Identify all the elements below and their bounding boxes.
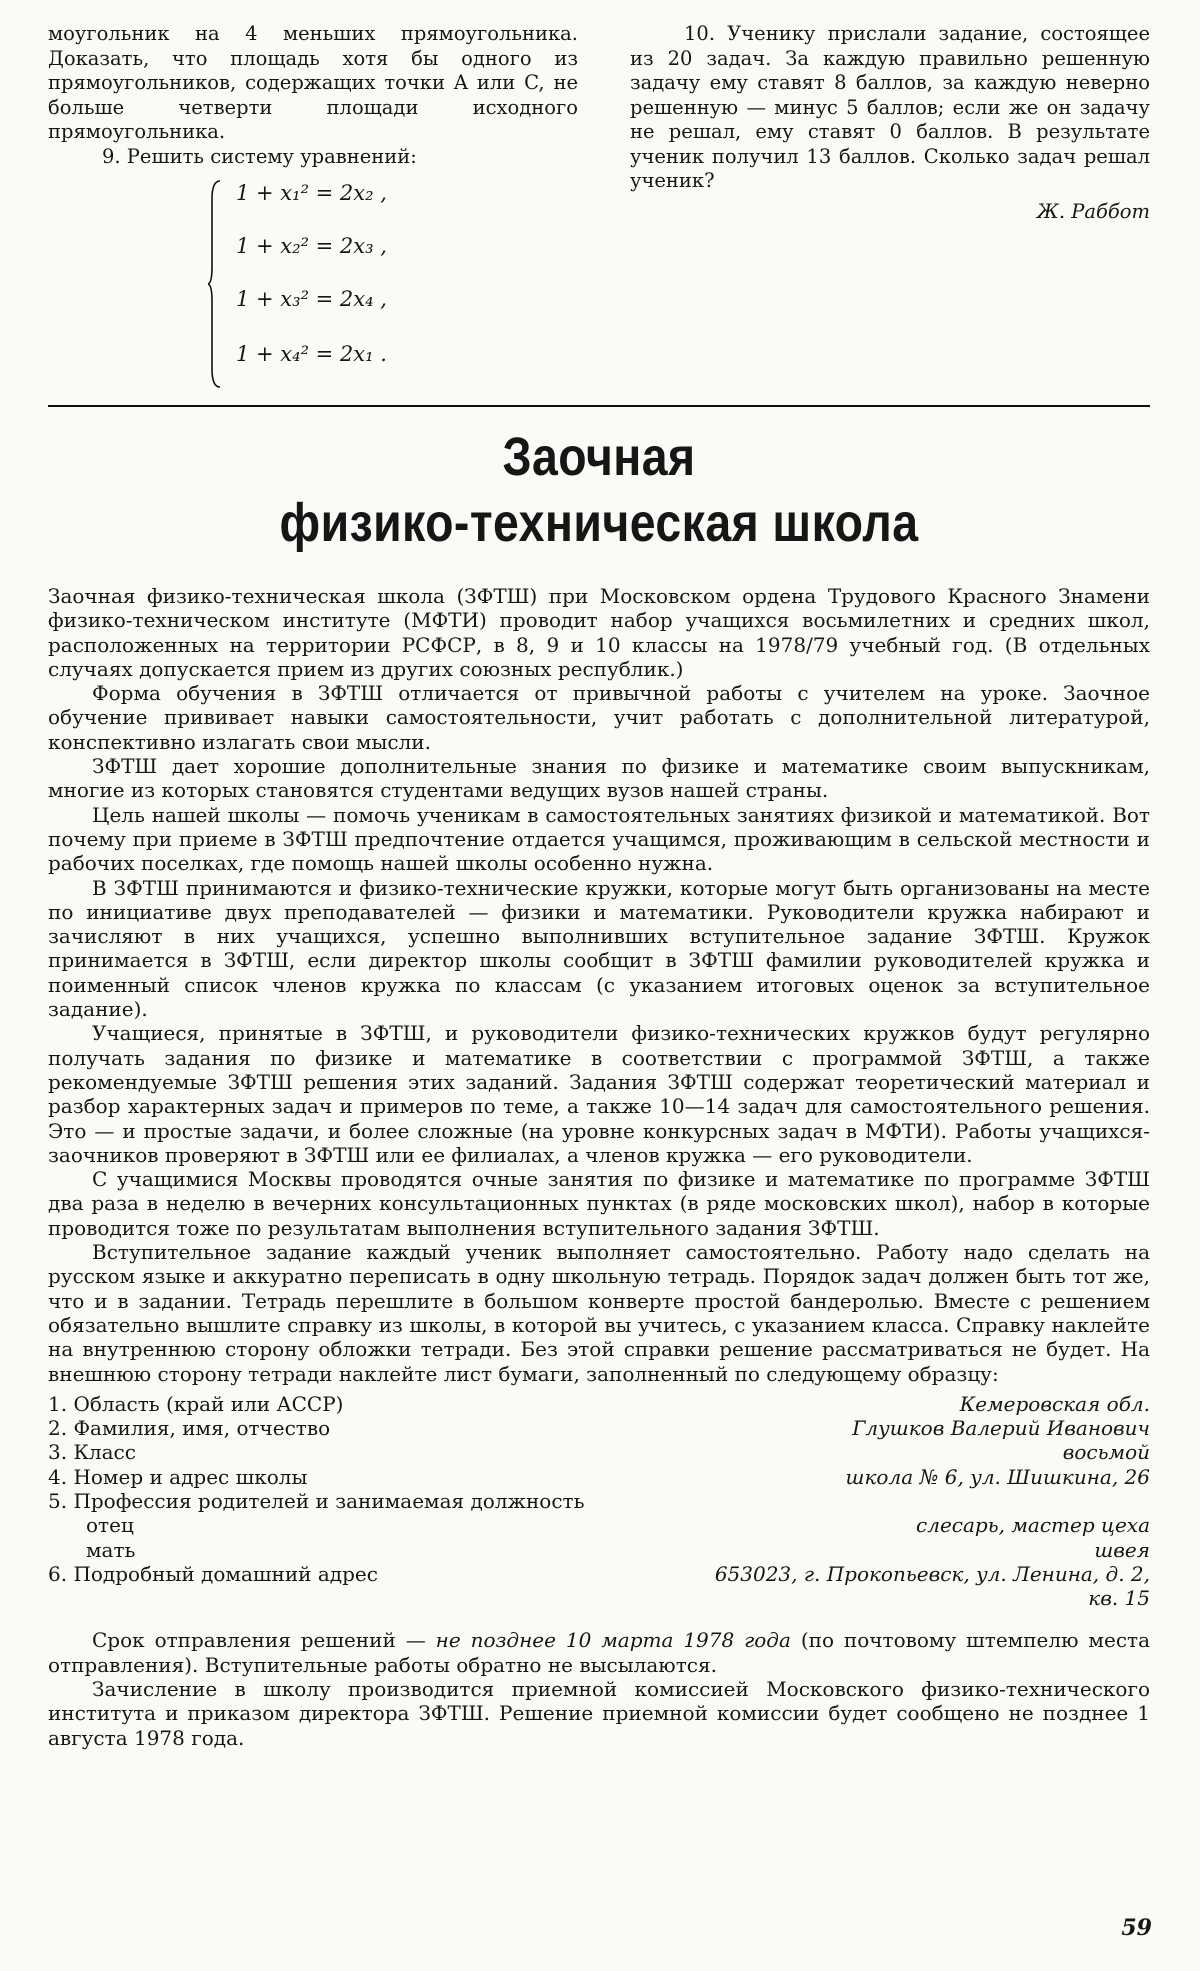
deadline-intro: Срок отправления решений —: [92, 1628, 436, 1653]
form-row: [48, 1465, 1150, 1489]
equation-system: [208, 179, 578, 389]
form-row: [48, 1562, 1150, 1586]
deadline-date: не позднее 10 марта 1978 года: [435, 1628, 791, 1653]
paragraph: Вступительное задание каждый ученик выполняет самостоятельно. Работу надо сделать на русском языке и аккуратно переписать в одну школьную тетрадь. Порядок задач должен быть тот же, что и в задании. Тетрадь перешлите в большом конверте простой бандеролью. Вместе с решением обязательно вышлите справку из школы, в которой вы учитесь, с указанием класса. Справку наклейте на внутреннюю сторону обложки тетради. Без этой справки решение рассматриваться не будет. На внешнюю сторону тетради наклейте лист бумаги, заполненный по следующему образцу:: [48, 1240, 1150, 1386]
top-columns: [48, 22, 1150, 392]
left-column: [48, 22, 578, 392]
form-value: швея: [1094, 1537, 1150, 1562]
problem-8-tail: моугольник на 4 меньших прямоугольника. Доказать, что площадь хотя бы одного из прямоугольников, содержащих точки A или C, не больше четверти площади исходного прямоугольника.: [48, 22, 578, 143]
paragraph: Зачисление в школу производится приемной комиссией Московского физико-технического института и приказом директора ЗФТШ. Решение приемной комиссии будет сообщено не позднее 1 августа 1978 года.: [48, 1677, 1150, 1750]
form-label: 3. Класс: [48, 1440, 136, 1465]
form-label: 5. Профессия родителей и занимаемая должность: [48, 1488, 585, 1513]
article-title: [125, 424, 1073, 556]
form-row: [48, 1513, 1150, 1537]
paragraph: ЗФТШ дает хорошие дополнительные знания по физике и математике своим выпускникам, многие из которых становятся студентами ведущих вузов нашей страны.: [48, 754, 1150, 803]
form-value: слесарь, мастер цеха: [916, 1513, 1150, 1538]
page: [48, 22, 1151, 1750]
form-label: отец: [86, 1513, 134, 1538]
equation-3: 1 + x₃² = 2x₄ ,: [236, 287, 387, 311]
title-line-2: физико-техническая школа: [279, 493, 919, 553]
article-body: [48, 584, 1150, 1750]
form-value: 653023, г. Прокопьевск, ул. Ленина, д. 2,: [714, 1561, 1150, 1586]
equation-1: 1 + x₁² = 2x₂ ,: [236, 181, 387, 205]
equation-2: 1 + x₂² = 2x₃ ,: [236, 234, 387, 258]
form-value: Кемеровская обл.: [959, 1391, 1150, 1416]
right-column: [630, 22, 1150, 392]
form-row: [48, 1392, 1150, 1416]
title-line-1: Заочная: [502, 427, 696, 487]
paragraph: Заочная физико-техническая школа (ЗФТШ) при Московском ордена Трудового Красного Знамени физико-техническом институте (МФТИ) проводит набор учащихся восьмилетних и средних школ, расположенных на территории РСФСР, в 8, 9 и 10 классы на 1978/79 учебный год. (В отдельных случаях допускается прием из других союзных республик.): [48, 584, 1150, 681]
problem-9-heading: 9. Решить систему уравнений:: [102, 144, 417, 168]
problem-10: 10. Ученику прислали задание, состоящее из 20 задач. За каждую правильно решенную задачу ему ставят 8 баллов, за каждую неверно решенную — минус 5 баллов; если же он задачу не решал, ему ставят 0 баллов. В результате ученик получил 13 баллов. Сколько задач решал ученик?: [630, 22, 1150, 192]
form-row: [48, 1440, 1150, 1464]
deadline-note: (по почтовому штемпелю места отправления). Вступительные работы обратно не высылаются.: [48, 1628, 1151, 1677]
form-label: мать: [86, 1537, 136, 1562]
brace-icon: [208, 179, 222, 389]
paragraph: Форма обучения в ЗФТШ отличается от привычной работы с учителем на уроке. Заочное обучение прививает навыки самостоятельности, учит работать с дополнительной литературой, конспективно излагать свои мысли.: [48, 681, 1150, 754]
form-label: 6. Подробный домашний адрес: [48, 1561, 378, 1586]
paragraph: В ЗФТШ принимаются и физико-технические кружки, которые могут быть организованы на месте по инициативе двух преподавателей — физики и математики. Руководители кружка набирают и зачисляют в них учащихся, успешно выполнивших вступительное задание ЗФТШ. Кружок принимается в ЗФТШ, если директор школы сообщит в ЗФТШ фамилии руководителей кружка и поименный список членов кружка по классам (с указанием итоговых оценок за вступительное задание).: [48, 875, 1150, 1022]
equation-4: 1 + x₄² = 2x₁ .: [236, 342, 387, 366]
form-value: Глушков Валерий Иванович: [852, 1416, 1150, 1441]
paragraph: Учащиеся, принятые в ЗФТШ, и руководители физико-технических кружков будут регулярно получать задания по физике и математике в соответствии с программой ЗФТШ, а также рекомендуемые ЗФТШ решения этих заданий. Задания ЗФТШ содержат теоретический материал и разбор характерных задач и примеров по теме, а также 10—14 задач для самостоятельного решения. Это — и простые задачи, и более сложные (на уровне конкурсных задач в МФТИ). Работы учащихся-заочников проверяют в ЗФТШ или ее филиалах, а членов кружка — его руководители.: [48, 1021, 1150, 1167]
form-label: 1. Область (край или АССР): [48, 1391, 344, 1416]
form-value: школа № 6, ул. Шишкина, 26: [845, 1464, 1150, 1489]
form-row: [48, 1416, 1150, 1440]
form-value: кв. 15: [1088, 1586, 1150, 1611]
form-row: [48, 1586, 1150, 1610]
form-label: 4. Номер и адрес школы: [48, 1464, 308, 1489]
paragraph: С учащимися Москвы проводятся очные занятия по физике и математике по программе ЗФТШ два раза в неделю в вечерних консультационных пунктах (в ряде московских школ), набор в которые проводится тоже по результатам выполнения вступительного задания ЗФТШ.: [48, 1167, 1150, 1240]
page-number: 59: [1121, 1915, 1152, 1941]
form-row: [48, 1538, 1150, 1562]
form-row: [48, 1489, 1150, 1513]
section-divider: [48, 405, 1150, 407]
form-value: восьмой: [1062, 1440, 1150, 1465]
sample-form: [48, 1392, 1150, 1611]
form-label: 2. Фамилия, имя, отчество: [48, 1416, 331, 1441]
problem-author: Ж. Раббот: [1036, 199, 1150, 223]
paragraph: [48, 1628, 1150, 1677]
paragraph: Цель нашей школы — помочь ученикам в самостоятельных занятиях физикой и математикой. Вот почему при приеме в ЗФТШ предпочтение отдается учащимся, проживающим в сельской местности и рабочих поселках, где помощь нашей школы особенно нужна.: [48, 802, 1150, 876]
